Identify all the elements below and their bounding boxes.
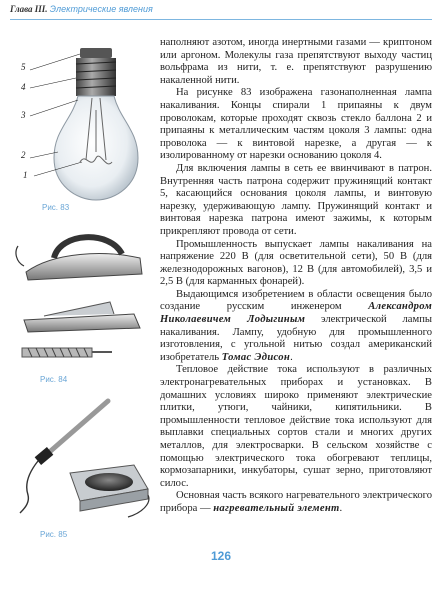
paragraph-5-text-a: Выдающимся изобретением в области освещения было создание русским инженером xyxy=(160,288,432,313)
fig83-label-2: 2 xyxy=(21,150,26,160)
fig83-label-4: 4 xyxy=(21,82,26,92)
inventor-edison: Томас Эдисон xyxy=(221,351,291,363)
figure-84-irons xyxy=(14,222,154,372)
paragraph-1: наполняют азотом, иногда инертными газами — криптоном или аргоном. Молекулы газа препятствуют выходу частиц вольфрама из нити, т. е. препятствуют разрушению накаленной нити. xyxy=(160,37,432,86)
paragraph-7 xyxy=(160,490,432,515)
fig83-caption: Рис. 83 xyxy=(42,203,70,212)
paragraph-3: Для включения лампы в сеть ее ввинчивают в патрон. Внутренняя часть патрона содержит пружинящий контакт 5, касающийся основания цоколя лампы, и винтовую нарезку, удерживающую лампу. Пружинящий контакт и винтовая нарезка патрона имеют зажимы, к которым прикрепляют провода от сети. xyxy=(160,162,432,237)
paragraph-5-text-c: . xyxy=(290,351,293,363)
chapter-title: Электрические явления xyxy=(49,4,153,14)
fig83-label-3: 3 xyxy=(21,110,26,120)
figure-85-heaters xyxy=(16,395,154,525)
main-text-column xyxy=(160,37,432,516)
paragraph-2: На рисунке 83 изображена газонаполненная лампа накаливания. Концы спирали 1 припаяны к двум проволокам, которые проходят сквозь стекло баллона 2 и припаяны к металлическим частям цоколя 3 лампы: одна проволока — к винтовой нарезке, а другая — к изолированному от нарезки основанию цоколя 4. xyxy=(160,87,432,162)
fig84-caption: Рис. 84 xyxy=(40,375,68,384)
term-heating-element: нагревательный элемент xyxy=(213,502,340,514)
paragraph-4: Промышленность выпускает лампы накаливания на напряжение 220 В (для осветительной сети), 50 В (для железнодорожных вагонов), 12 В (для автомобилей), 3,5 и 2,5 В (для карманных фонарей). xyxy=(160,238,432,288)
header-rule xyxy=(10,19,432,20)
fig85-caption: Рис. 85 xyxy=(40,530,68,539)
fig83-label-1: 1 xyxy=(23,170,28,180)
paragraph-5-text-b: электрической лампы накаливания. Лампу, удобную для промышленного изготовления, с угольной нитью создал американский изобретатель xyxy=(160,314,432,363)
chapter-number: Глава III. xyxy=(10,4,48,14)
fig83-label-5: 5 xyxy=(21,62,26,72)
paragraph-7-text-a: Основная часть всякого нагревательного электрического прибора — xyxy=(160,490,432,514)
running-header xyxy=(10,4,153,14)
paragraph-7-text-b: . xyxy=(339,502,343,514)
figure-83-lamp xyxy=(20,40,155,205)
inventor-lodygin: Александром Николаевичем Лодыгиным xyxy=(160,301,432,326)
page-number: 126 xyxy=(210,549,232,563)
paragraph-6: Тепловое действие тока используют в различных электронагревательных приборах и установках. В домашних условиях широко применяют электрические плитки, утюги, чайники, кипятильники. В промышленности тепловое действие тока используют для выплавки специальных сортов стали и многих других металлов, для электросварки. В сельском хозяйстве с помощью электрического тока обогревают теплицы, кормозапарники, инкубаторы, сушат зерно, приготовляют силос. xyxy=(160,364,432,489)
paragraph-5 xyxy=(160,289,432,365)
